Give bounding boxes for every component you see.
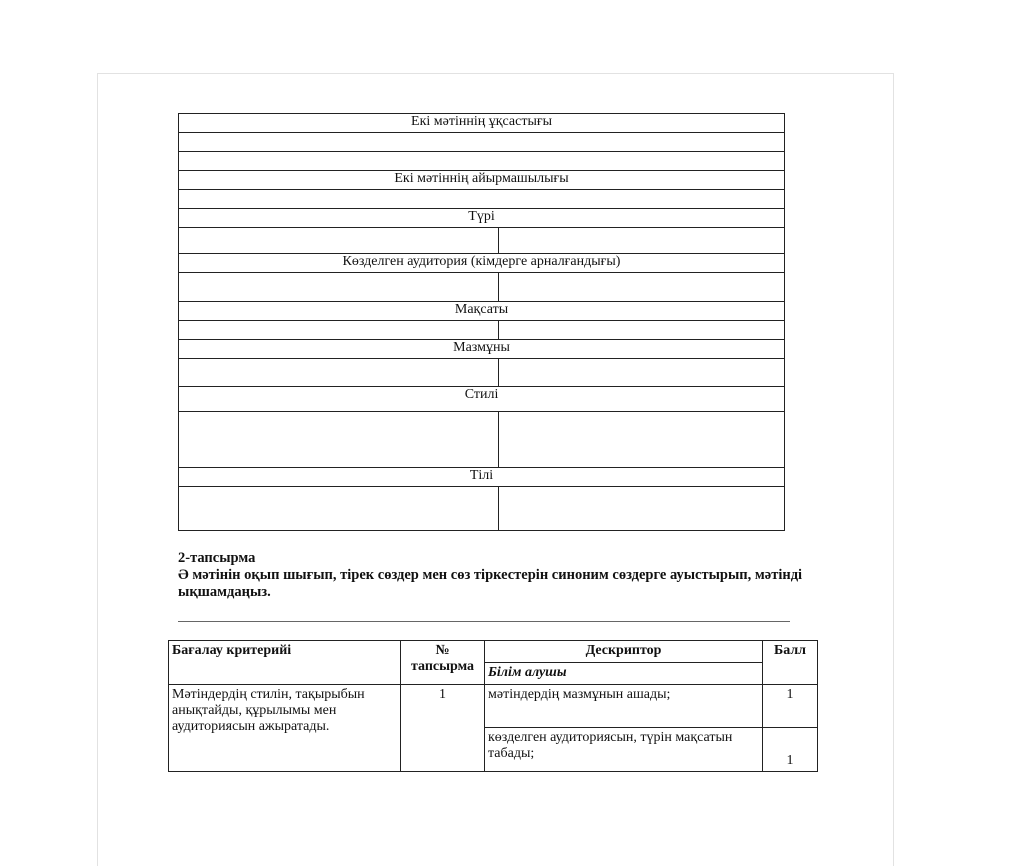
audience-cell-b[interactable] [499, 273, 785, 302]
language-cell-b[interactable] [499, 487, 785, 531]
similarity-header: Екі мәтіннің ұқсастығы [179, 114, 785, 133]
document-page [97, 73, 894, 866]
learner-subheader: Білім алушы [485, 663, 763, 685]
descriptor-1: мәтіндердің мазмұнын ашады; [485, 685, 763, 728]
similarity-row-2[interactable] [179, 152, 785, 171]
purpose-cell-b[interactable] [499, 321, 785, 340]
assessment-table [168, 640, 818, 772]
language-cell-a[interactable] [179, 487, 499, 531]
content-cell-b[interactable] [499, 359, 785, 387]
criteria-header: Бағалау критерийі [169, 641, 401, 685]
purpose-header: Мақсаты [179, 302, 785, 321]
content-cell-a[interactable] [179, 359, 499, 387]
purpose-cell-a[interactable] [179, 321, 499, 340]
criteria-text: Мәтіндердің стилін, тақырыбын анықтайды, құрылымы мен аудиториясын ажыратады. [169, 685, 401, 772]
similarity-row-1[interactable] [179, 133, 785, 152]
task-number-header: № тапсырма [401, 641, 485, 685]
style-cell-b[interactable] [499, 412, 785, 468]
comparison-table [178, 113, 785, 531]
language-header: Тілі [179, 468, 785, 487]
difference-header: Екі мәтіннің айырмашылығы [179, 171, 785, 190]
task-block [178, 550, 858, 601]
type-cell-a[interactable] [179, 228, 499, 254]
style-cell-a[interactable] [179, 412, 499, 468]
audience-cell-a[interactable] [179, 273, 499, 302]
score-1: 1 [763, 685, 818, 728]
type-cell-b[interactable] [499, 228, 785, 254]
score-header: Балл [763, 641, 818, 685]
type-header: Түрі [179, 209, 785, 228]
difference-row[interactable] [179, 190, 785, 209]
score-2: 1 [763, 728, 818, 772]
answer-line[interactable] [178, 621, 790, 622]
style-header: Стилі [179, 387, 785, 412]
task-instruction: Ә мәтінін оқып шығып, тірек сөздер мен сөз тіркестерін синоним сөздерге ауыстырып, мәтінді ықшамдаңыз. [178, 567, 803, 600]
task-title: 2-тапсырма [178, 550, 256, 566]
audience-header: Көзделген аудитория (кімдерге арналғандығы) [179, 254, 785, 273]
task-number: 1 [401, 685, 485, 772]
descriptor-2: көзделген аудиториясын, түрін мақсатын табады; [485, 728, 763, 772]
descriptor-header: Дескриптор [485, 641, 763, 663]
content-header: Мазмұны [179, 340, 785, 359]
